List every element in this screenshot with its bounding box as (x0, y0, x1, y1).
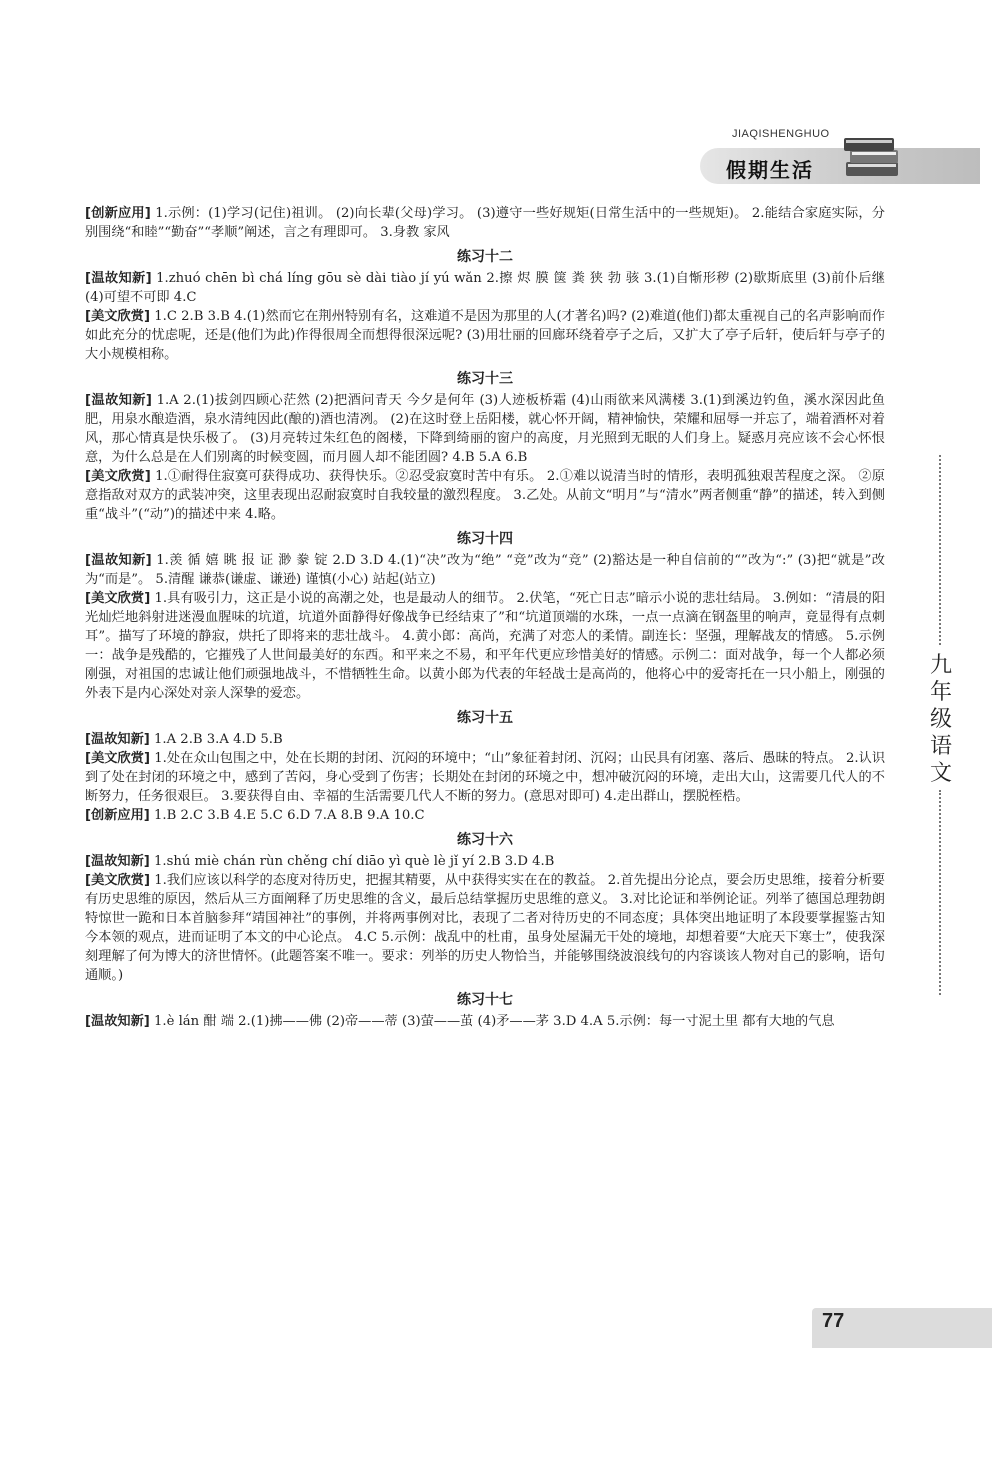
answer-text: 1.zhuó chēn bì chá líng gōu sè dài tiào jí yú wǎn 2.擦 烬 膜 箧 粪 狭 勃 骇 3.(1)自惭形秽 (2)歇斯底里 (3)前仆后继 (4)可望不可即 4.C (85, 271, 885, 305)
answer-text: 1.我们应该以科学的态度对待历史，把握其精要，从中获得实实在在的教益。 2.首先提出分论点，要会历史思维，接着分析要有历史思维的原因，然后从三方面阐释了历史思维的含义，最后总结掌握历史思维的意义。 3.对比论证和举例论证。列举了德国总理勃朗特惊世一跪和日本首脑参拜“靖国神社”的事例，并将两事例对比，表现了二者对待历史的不同态度；具体突出地证明了本段要掌握鉴古知今本领的观点，进而证明了本文的中心论点。 4.C 5.示例：战乱中的杜甫，虽身处屋漏无干处的境地，却想着要“大庇天下寒士”，使我深刻理解了何为博大的济世情怀。(此题答案不唯一。要求：列举的历史人物恰当，并能够围绕波浪线句的内容谈该人物对自己的影响，语句通顺。) (85, 873, 885, 983)
side-dotted-line-bottom (939, 790, 941, 995)
category-tag: [温故知新] (85, 271, 152, 286)
answer-text: 1.具有吸引力，这正是小说的高潮之处，也是最动人的细节。 2.伏笔，“死亡日志”暗示小说的悲壮结局。 3.例如：“清晨的阳光灿烂地斜射进迷漫血腥味的坑道，坑道外面静得好像战争已经结束了”和“坑道顶端的水珠，一点一点滴在钢盔里的响声，竟显得有点刺耳”。描写了环境的静寂，烘托了即将来的悲壮战斗。 4.黄小郎：高尚，充满了对恋人的柔情。副连长：坚强，理解战友的情感。 5.示例一：战争是残酷的，它摧残了人世间最美好的东西。和平来之不易，和平年代更应珍惜美好的情感。示例二：面对战争，每一个人都必须刚强，对祖国的忠诚让他们顽强地战斗，不惜牺牲生命。以黄小郎为代表的年轻战士是高尚的，他将心中的爱寄托在一只小船上，刚强的外表下是内心深处对亲人深挚的爱恋。 (85, 591, 886, 701)
category-tag: [创新应用] (85, 808, 150, 823)
category-tag: [温故知新] (85, 393, 152, 408)
answer-content (85, 204, 885, 1031)
answer-text: 1.①耐得住寂寞可获得成功、获得快乐。②忍受寂寞时苦中有乐。 2.①难以说清当时的情形，表明孤独艰苦程度之深。 ②原意指敌对双方的武装冲突，这里表现出忍耐寂寞时自我较量的激烈程度。 3.乙处。从前文“明月”与“清水”两者侧重“静”的描述，转入到侧重“战斗”(“动”)的描述中来 4.略。 (85, 469, 885, 522)
answer-paragraph (85, 589, 885, 703)
section-title: 练习十二 (457, 249, 513, 265)
category-tag: [美文欣赏] (85, 309, 151, 324)
answer-paragraph (85, 730, 885, 749)
section-title: 练习十七 (457, 992, 513, 1008)
answer-paragraph (85, 1012, 885, 1031)
answer-paragraph (85, 852, 885, 871)
answer-text: 1.A 2.(1)拔剑四顾心茫然 (2)把酒问青天 今夕是何年 (3)人迹板桥霜 (4)山雨欲来风满楼 3.(1)到溪边钓鱼，溪水深因此鱼肥，用泉水酿造酒，泉水清纯因此(酿的)酒也清冽。 (2)在这时登上岳阳楼，就心怀开阔，精神愉快，荣耀和屈辱一并忘了，端着酒杯对着风，那心情真是快乐极了。 (3)月亮转过朱红色的阁楼，下降到绮丽的窗户的高度，月光照到无眠的人们身上。疑惑月亮应该不会心怀恨意，为什么总是在人们别离的时候变圆，而月圆人却不能团圆? 4.B 5.A 6.B (85, 393, 885, 465)
answer-text: 1.示例：(1)学习(记住)祖训。 (2)向长辈(父母)学习。 (3)遵守一些好规矩(日常生活中的一些规矩)。 2.能结合家庭实际，分别围绕“和睦”“勤奋”“孝顺”阐述，言之有理即可。 3.身教 家风 (85, 206, 885, 240)
section-title: 练习十五 (457, 710, 513, 726)
books-icon (840, 132, 910, 180)
category-tag: [温故知新] (85, 553, 152, 568)
answer-paragraph (85, 204, 885, 242)
answer-text: 1.C 2.B 3.B 4.(1)然而它在荆州特别有名，这难道不是因为那里的人(才著名)吗? (2)难道(他们)都太重视自己的名声影响而作如此充分的忧虑呢，还是(他们为此)作得很周全而想得很深远呢? (3)用壮丽的回廊环绕着亭子之后，又扩大了亭子后轩，使后轩与亭子的大小规模相称。 (85, 309, 885, 362)
category-tag: [美文欣赏] (85, 873, 151, 888)
answer-paragraph (85, 467, 885, 524)
header-title: 假期生活 (726, 158, 814, 182)
category-tag: [美文欣赏] (85, 469, 151, 484)
answer-text: 1.羡 循 嬉 眺 报 证 渺 豢 锭 2.D 3.D 4.(1)“决”改为“绝” “竞”改为“竞” (2)豁达是一种自信前的“”改为“:” (3)把“就是”改为“而是”。 5.清醒 谦恭(谦虚、谦逊) 谨慎(小心) 站起(站立) (85, 553, 885, 587)
category-tag: [温故知新] (85, 854, 150, 869)
header-pinyin: JIAQISHENGHUO (732, 128, 830, 140)
answer-paragraph (85, 806, 885, 825)
category-tag: [温故知新] (85, 1014, 150, 1029)
answer-text: 1.A 2.B 3.A 4.D 5.B (149, 732, 283, 747)
side-dotted-line-top (939, 455, 941, 645)
answer-text: 1.B 2.C 3.B 4.E 5.C 6.D 7.A 8.B 9.A 10.C (149, 808, 425, 823)
answer-paragraph (85, 391, 885, 467)
page-number: 77 (822, 1310, 845, 1332)
answer-paragraph (85, 871, 885, 985)
section-title: 练习十六 (457, 832, 513, 848)
answer-paragraph (85, 269, 885, 307)
answer-text: 1.shú miè chán rùn chěng chí diāo yì què lè jǐ yí 2.B 3.D 4.B (149, 854, 555, 869)
side-grade-label: 九年级语文 (929, 653, 952, 786)
answer-text: 1.处在众山包围之中，处在长期的封闭、沉闷的环境中；“山”象征着封闭、沉闷；山民具有闭塞、落后、愚昧的特点。 2.认识到了处在封闭的环境之中，感到了苦闷，身心受到了伤害；长期处在封闭的环境之中，想冲破沉闷的环境，走出大山，这需要几代人的不断努力，任务很艰巨。 3.要获得自由、幸福的生活需要几代人不断的努力。(意思对即可) 4.走出群山，摆脱桎梏。 (85, 751, 886, 804)
answer-text: 1.è lán 酣 端 2.(1)拂——佛 (2)帝——蒂 (3)萤——茧 (4)矛——茅 3.D 4.A 5.示例：每一寸泥土里 都有大地的气息 (149, 1014, 835, 1029)
section-title: 练习十四 (457, 531, 513, 547)
category-tag: [美文欣赏] (85, 751, 151, 766)
category-tag: [美文欣赏] (85, 591, 151, 606)
section-title: 练习十三 (457, 371, 513, 387)
category-tag: [温故知新] (85, 732, 150, 747)
answer-paragraph (85, 749, 885, 806)
category-tag: [创新应用] (85, 206, 151, 221)
answer-paragraph (85, 551, 885, 589)
answer-paragraph (85, 307, 885, 364)
page-header (700, 128, 980, 188)
